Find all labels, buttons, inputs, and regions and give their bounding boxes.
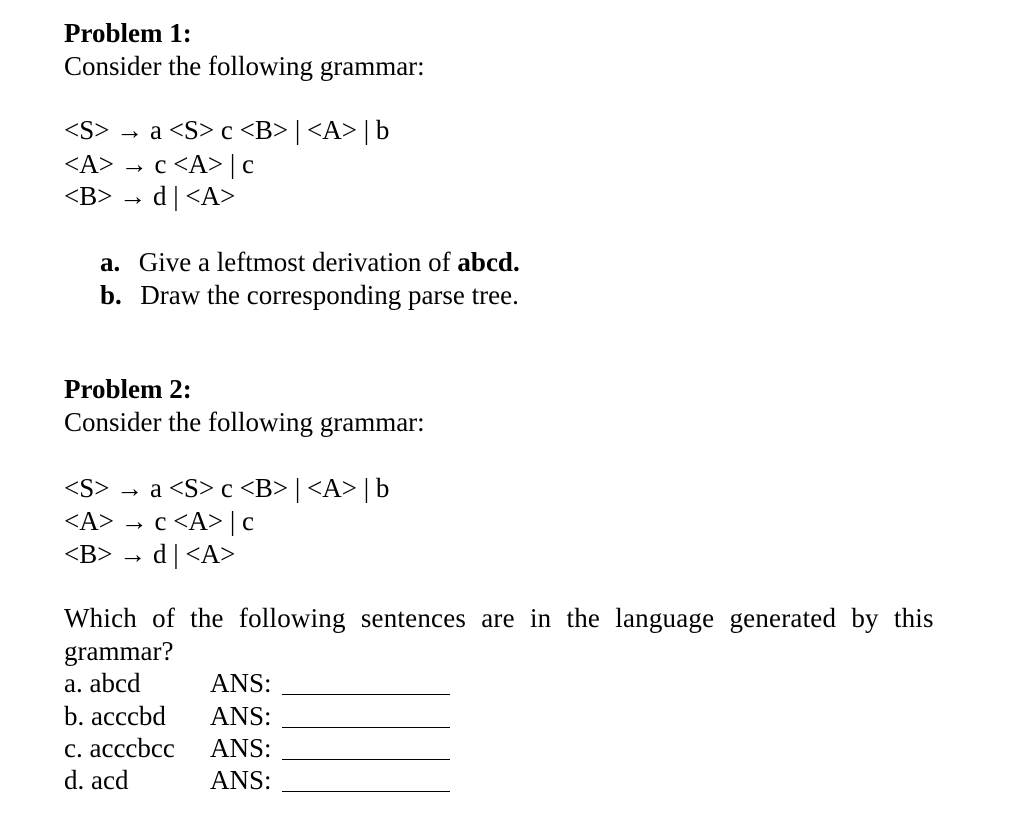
item-b-text: Draw the corresponding parse tree. bbox=[140, 280, 519, 310]
item-b-letter: b. bbox=[100, 280, 122, 310]
item-a-bold-string: abcd. bbox=[457, 247, 520, 277]
problem1-rule-s: <S> → a <S> c <B> | <A> | b bbox=[64, 115, 390, 145]
sentence-b-label: b. acccbd bbox=[64, 701, 166, 731]
answer-d-label: ANS: bbox=[210, 765, 272, 795]
problem2-rule-s: <S> → a <S> c <B> | <A> | b bbox=[64, 473, 390, 503]
sentence-d-label: d. acd bbox=[64, 765, 129, 795]
answer-d-blank[interactable] bbox=[282, 791, 450, 792]
problem2-rule-a: <A> → c <A> | c bbox=[64, 506, 255, 536]
problem2-rule-b: <B> → d | <A> bbox=[64, 539, 236, 569]
answer-a-label: ANS: bbox=[210, 668, 272, 698]
problem2-question-line1: Which of the following sentences are in the language generated by this bbox=[64, 603, 934, 633]
problem1-heading: Problem 1: bbox=[64, 18, 192, 48]
problem1-rule-a: <A> → c <A> | c bbox=[64, 149, 255, 179]
problem2-intro: Consider the following grammar: bbox=[64, 407, 425, 437]
answer-c-blank[interactable] bbox=[282, 759, 450, 760]
answer-a-blank[interactable] bbox=[282, 694, 450, 695]
problem1-item-b bbox=[100, 279, 519, 311]
problem2-heading: Problem 2: bbox=[64, 374, 192, 404]
answer-b-blank[interactable] bbox=[282, 727, 450, 728]
problem1-rule-b: <B> → d | <A> bbox=[64, 181, 236, 211]
sentence-c-label: c. acccbcc bbox=[64, 733, 175, 763]
problem1-intro: Consider the following grammar: bbox=[64, 51, 425, 81]
answer-b-label: ANS: bbox=[210, 701, 272, 731]
problem1-item-a bbox=[100, 246, 520, 278]
problem2-question-line2: grammar? bbox=[64, 636, 174, 666]
item-a-letter: a. bbox=[100, 247, 121, 277]
item-a-text: Give a leftmost derivation of bbox=[138, 247, 458, 277]
answer-c-label: ANS: bbox=[210, 733, 272, 763]
sentence-a-label: a. abcd bbox=[64, 668, 141, 698]
